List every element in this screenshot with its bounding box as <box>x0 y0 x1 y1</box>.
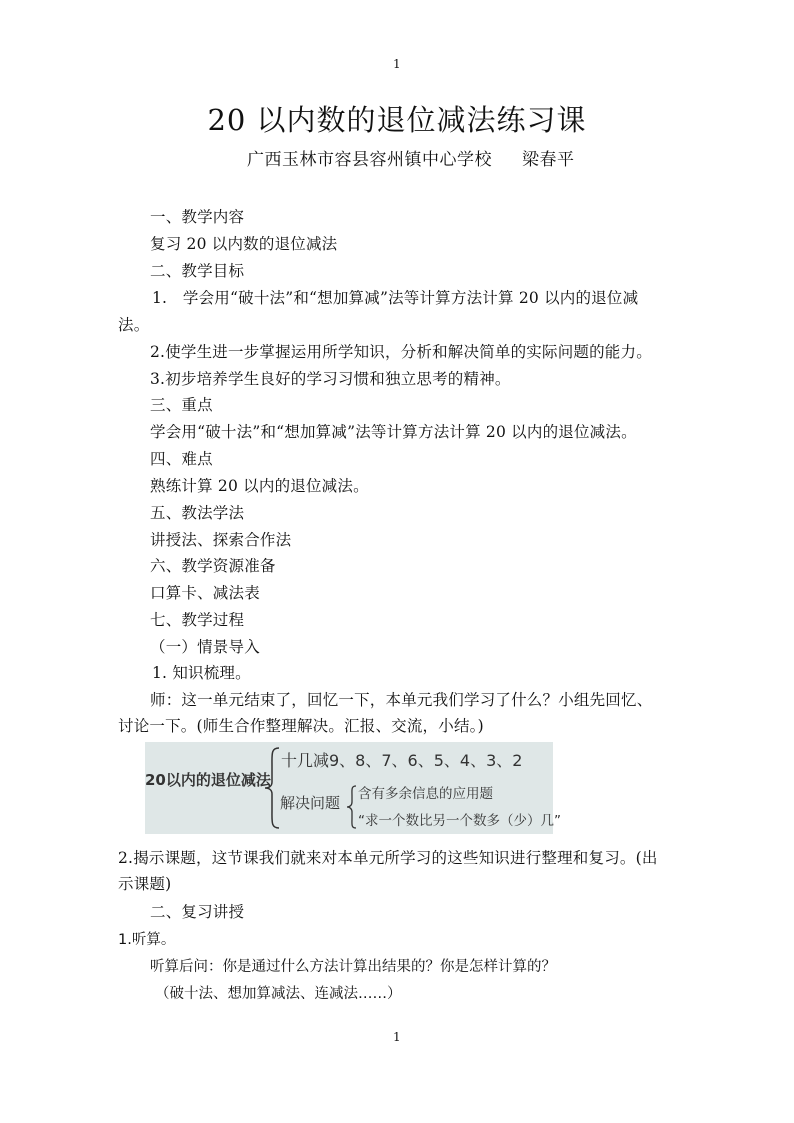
summary-sub-extra-info: 含有多余信息的应用题 <box>358 786 493 802</box>
list-item: 1. 知识梳理。 <box>152 664 251 682</box>
section-heading: 五、教法学法 <box>150 504 245 522</box>
school-name: 广西玉林市容县容州镇中心学校 <box>247 150 492 170</box>
author-name: 梁春平 <box>522 150 575 170</box>
goal-item: 3.初步培养学生良好的学习习惯和独立思考的精神。 <box>150 370 511 388</box>
paragraph: 师：这一单元结束了，回忆一下，本单元我们学习了什么？小组先回忆、 <box>150 691 653 709</box>
section-text: 学会用“破十法”和“想加算减”法等计算方法计算 20 以内的退位减法。 <box>150 423 637 441</box>
summary-branch-subtraction: 十几减9、8、7、6、5、4、3、2 <box>281 751 523 770</box>
section-heading: 七、教学过程 <box>150 611 245 629</box>
sub-brace-icon <box>345 784 358 830</box>
left-brace-icon <box>263 746 281 830</box>
paragraph-continued: 讨论一下。(师生合作整理解决。汇报、交流，小结。) <box>118 717 484 735</box>
summary-branch-problem-solving: 解决问题 <box>280 794 341 812</box>
knowledge-summary-figure <box>145 742 561 834</box>
section-heading: 二、复习讲授 <box>150 903 245 921</box>
goal-item-continued: 法。 <box>118 316 150 334</box>
summary-main-topic: 20以内的退位减法 <box>145 771 271 789</box>
paragraph-continued: 示课题) <box>118 875 172 893</box>
section-heading: 一、教学内容 <box>150 208 245 226</box>
section-heading: 六、教学资源准备 <box>150 557 276 575</box>
section-heading: 三、重点 <box>150 396 213 414</box>
document-title: 20 以内数的退位减法练习课 <box>207 103 587 137</box>
section-text: 复习 20 以内数的退位减法 <box>150 235 338 253</box>
paragraph: （破十法、想加算减法、连减法……） <box>155 986 402 1002</box>
goal-item: 2.使学生进一步掌握运用所学知识，分析和解决简单的实际问题的能力。 <box>150 343 652 361</box>
goal-item: 1. 学会用“破十法”和“想加算减”法等计算方法计算 20 以内的退位减 <box>152 289 639 307</box>
paragraph: 听算后问：你是通过什么方法计算出结果的？你是怎样计算的？ <box>150 959 556 975</box>
section-heading: 四、难点 <box>150 450 213 468</box>
page-number-bottom: 1 <box>393 1030 401 1044</box>
section-text: 讲授法、探索合作法 <box>150 531 292 549</box>
summary-sub-comparison: “求一个数比另一个数多（少）几” <box>358 813 561 829</box>
page-number-top: 1 <box>393 57 401 71</box>
paragraph: 2.揭示课题，这节课我们就来对本单元所学习的这些知识进行整理和复习。(出 <box>118 849 658 867</box>
section-text: 口算卡、减法表 <box>150 584 260 602</box>
section-text: 熟练计算 20 以内的退位减法。 <box>150 477 369 495</box>
subsection-heading: （一）情景导入 <box>150 638 260 656</box>
document-subtitle <box>247 145 575 170</box>
list-item: 1.听算。 <box>118 932 176 948</box>
section-heading: 二、教学目标 <box>150 262 245 280</box>
